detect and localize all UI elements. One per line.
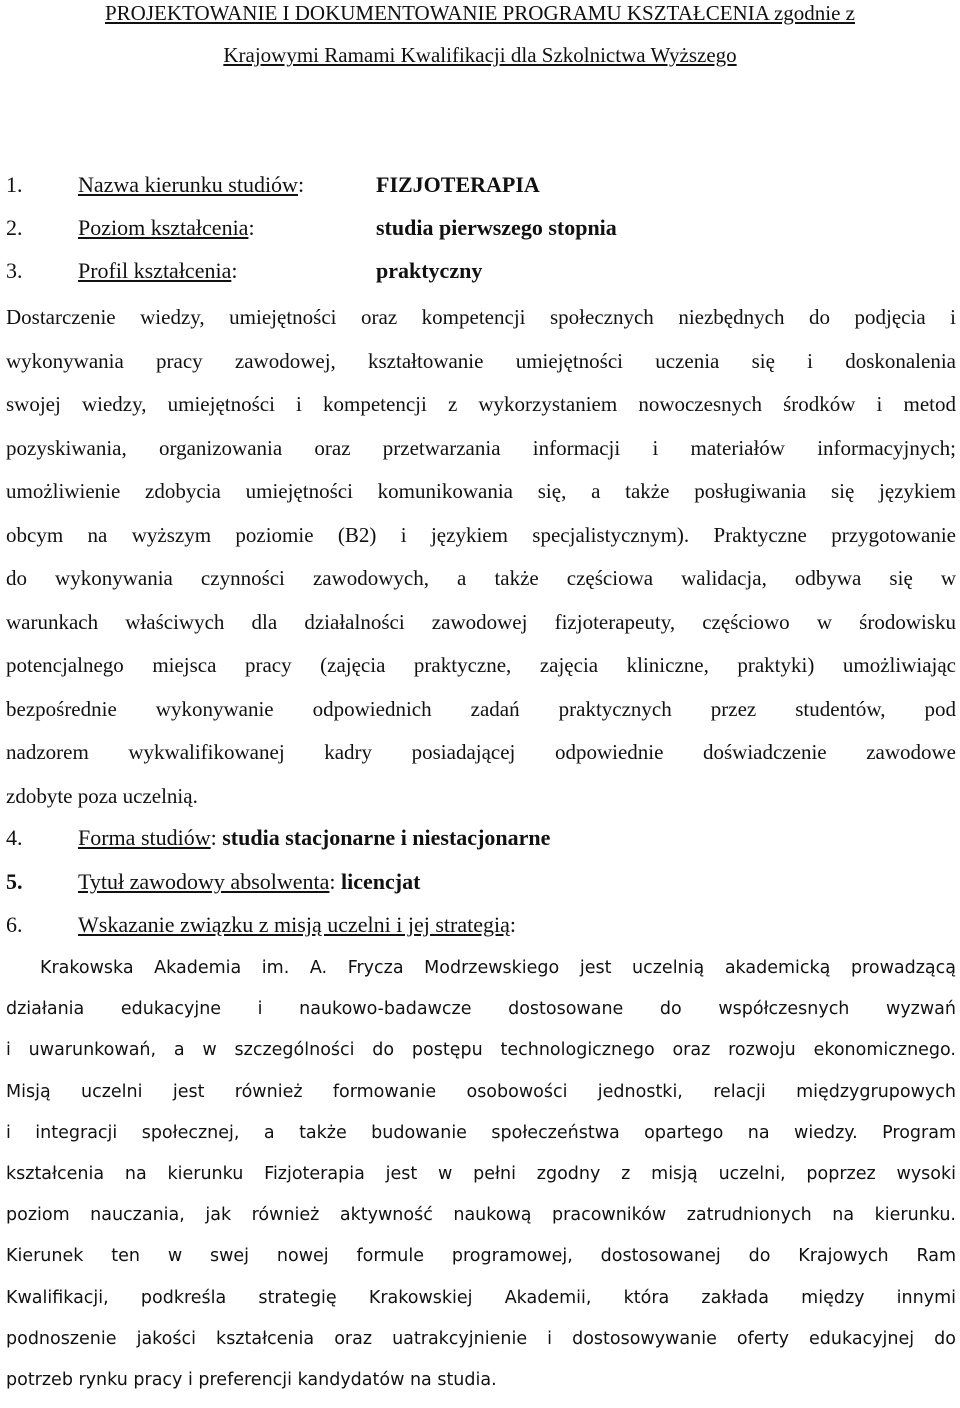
- paragraph-line: potencjalnego miejsca pracy (zajęcia praktyczne, zajęcia kliniczne, praktyki) umożliwiając: [6, 653, 956, 677]
- paragraph-line: poziom nauczania, jak również aktywność naukową pracowników zatrudnionych na kierunku.: [6, 1205, 956, 1226]
- item-field-of-study: [6, 172, 540, 198]
- profile-paragraph: [6, 296, 956, 818]
- item-label: Forma studiów: [78, 825, 211, 850]
- item-separator: :: [248, 215, 255, 240]
- item-separator: :: [231, 258, 238, 283]
- item-value: studia stacjonarne i niestacjonarne: [222, 825, 551, 850]
- paragraph-line: i uwarunkowań, a w szczególności do postępu technologicznego oraz rozwoju ekonomicznego.: [6, 1040, 956, 1061]
- item-education-profile: [6, 258, 482, 284]
- paragraph-line: swojej wiedzy, umiejętności i kompetencji z wykorzystaniem nowoczesnych środków i metod: [6, 392, 956, 416]
- item-value: FIZJOTERAPIA: [376, 172, 540, 197]
- paragraph-line: nadzorem wykwalifikowanej kadry posiadającej odpowiednie doświadczenie zawodowe: [6, 740, 956, 764]
- item-label: Wskazanie związku z misją uczelni i jej strategią: [78, 912, 510, 937]
- paragraph-line: działania edukacyjne i naukowo-badawcze dostosowane do współczesnych wyzwań: [6, 999, 956, 1020]
- document-title-line-2: Krajowymi Ramami Kwalifikacji dla Szkolnictwa Wyższego: [223, 43, 737, 67]
- item-professional-title: [6, 869, 420, 895]
- paragraph-line: warunkach właściwych dla działalności zawodowej fizjoterapeuty, częściowo w środowisku: [6, 609, 956, 634]
- item-separator: :: [210, 825, 223, 850]
- paragraph-line: Dostarczenie wiedzy, umiejętności oraz kompetencji społecznych niezbędnych do podjęcia i: [6, 305, 956, 329]
- item-value: licencjat: [341, 869, 421, 894]
- paragraph-line: wykonywania pracy zawodowej, kształtowanie umiejętności uczenia się i doskonalenia: [6, 348, 956, 373]
- paragraph-line: do wykonywania czynności zawodowych, a także częściowa walidacja, odbywa się w: [6, 566, 956, 590]
- item-number: 4.: [6, 825, 23, 850]
- paragraph-line: Kierunek ten w swej nowej formule programowej, dostosowanej do Krajowych Ram: [6, 1246, 956, 1267]
- item-label: Tytuł zawodowy absolwenta: [78, 869, 330, 894]
- paragraph-line: kształcenia na kierunku Fizjoterapia jest w pełni zgodny z misją uczelni, poprzez wysoki: [6, 1163, 956, 1184]
- item-number: 1.: [6, 172, 23, 197]
- item-education-level: [6, 215, 617, 241]
- paragraph-line: bezpośrednie wykonywanie odpowiednich zadań praktycznych przez studentów, pod: [6, 696, 956, 721]
- paragraph-line: potrzeb rynku pracy i preferencji kandydatów na studia.: [6, 1369, 497, 1390]
- item-separator: :: [509, 912, 516, 937]
- paragraph-line: Krakowska Akademia im. A. Frycza Modrzewskiego jest uczelnią akademicką prowadzącą: [40, 958, 956, 978]
- paragraph-line: podnoszenie jakości kształcenia oraz uatrakcyjnienie i dostosowywanie oferty edukacyjnej do: [6, 1328, 956, 1349]
- item-label: Profil kształcenia: [78, 258, 232, 283]
- paragraph-line: i integracji społecznej, a także budowanie społeczeństwa opartego na wiedzy. Program: [6, 1122, 956, 1143]
- item-study-mode: [6, 825, 550, 851]
- item-number: 5.: [6, 869, 23, 894]
- item-label: Nazwa kierunku studiów: [78, 172, 298, 197]
- item-mission-link: [6, 912, 516, 938]
- item-separator: :: [297, 172, 305, 197]
- item-value: praktyczny: [376, 258, 483, 283]
- paragraph-line: pozyskiwania, organizowania oraz przetwarzania informacji i materiałów informacyjnych;: [6, 435, 956, 460]
- paragraph-line: Misją uczelni jest również formowanie osobowości jednostki, relacji międzygrupowych: [6, 1081, 956, 1102]
- paragraph-line: obcym na wyższym poziomie (B2) i językiem specjalistycznym). Praktyczne przygotowanie: [6, 522, 956, 547]
- item-number: 2.: [6, 215, 23, 240]
- paragraph-line: umożliwienie zdobycia umiejętności komunikowania się, a także posługiwania się językiem: [6, 479, 956, 503]
- paragraph-line: zdobyte poza uczelnią.: [6, 783, 198, 808]
- item-label: Poziom kształcenia: [78, 215, 249, 240]
- document-title-line-1: PROJEKTOWANIE I DOKUMENTOWANIE PROGRAMU KSZTAŁCENIA zgodnie z: [105, 1, 855, 25]
- item-number: 6.: [6, 912, 23, 937]
- paragraph-line: Kwalifikacji, podkreśla strategię Krakowskiej Akademii, która zakłada między innymi: [6, 1287, 956, 1308]
- mission-paragraph: [6, 948, 956, 1401]
- item-separator: :: [329, 869, 342, 894]
- item-number: 3.: [6, 258, 23, 283]
- item-value: studia pierwszego stopnia: [376, 215, 617, 240]
